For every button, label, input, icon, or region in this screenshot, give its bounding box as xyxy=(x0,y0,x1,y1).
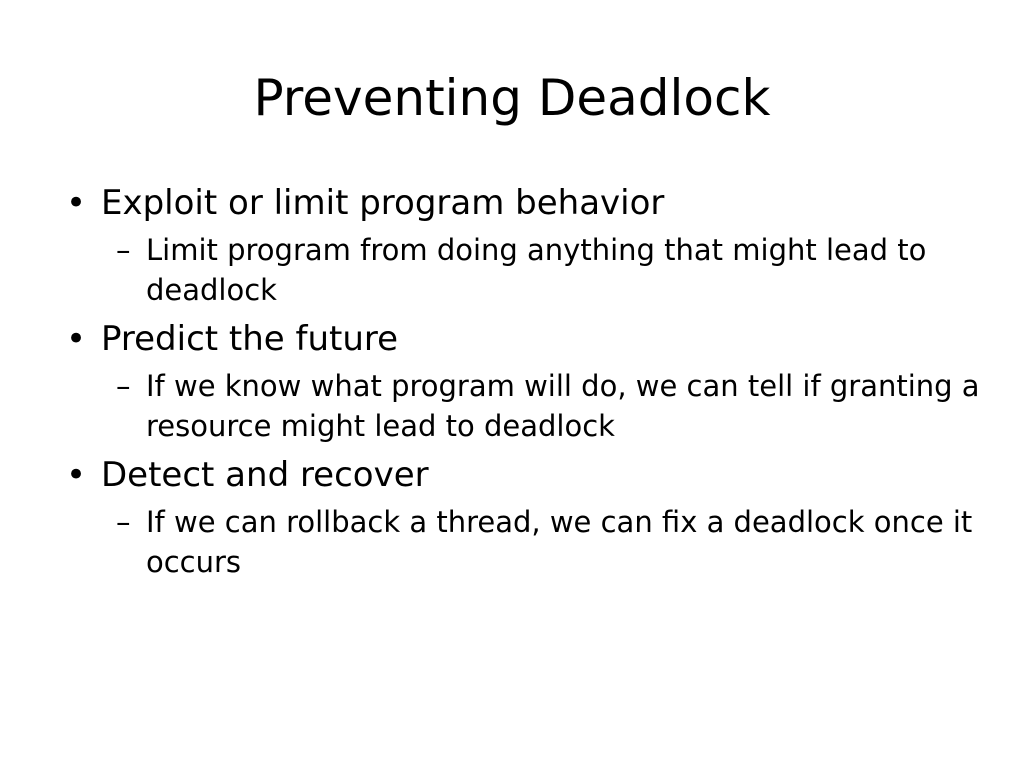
slide-title: Preventing Deadlock xyxy=(253,69,771,127)
sub-item-text: If we know what program will do, we can tell if granting a resource might lead to deadlock xyxy=(146,369,980,443)
bullet-line xyxy=(60,452,980,498)
sub-item xyxy=(60,366,980,446)
sub-marker: – xyxy=(116,233,131,267)
sub-list xyxy=(60,502,980,582)
bullet-list xyxy=(60,180,980,588)
sub-marker: – xyxy=(116,505,131,539)
bullet-text: Detect and recover xyxy=(101,455,429,495)
sub-marker: – xyxy=(116,369,131,403)
bullet-item xyxy=(60,180,980,310)
bullet-item xyxy=(60,452,980,582)
bullet-item xyxy=(60,316,980,446)
bullet-marker: • xyxy=(66,455,87,495)
bullet-line xyxy=(60,180,980,226)
bullet-text: Exploit or limit program behavior xyxy=(101,183,665,223)
sub-list xyxy=(60,366,980,446)
bullet-text: Predict the future xyxy=(101,319,399,359)
sub-item xyxy=(60,230,980,310)
sub-item-text: If we can rollback a thread, we can fix a deadlock once it occurs xyxy=(146,505,973,579)
sub-list xyxy=(60,230,980,310)
sub-item xyxy=(60,502,980,582)
bullet-marker: • xyxy=(66,183,87,223)
bullet-marker: • xyxy=(66,319,87,359)
sub-item-text: Limit program from doing anything that might lead to deadlock xyxy=(146,233,927,307)
bullet-line xyxy=(60,316,980,362)
